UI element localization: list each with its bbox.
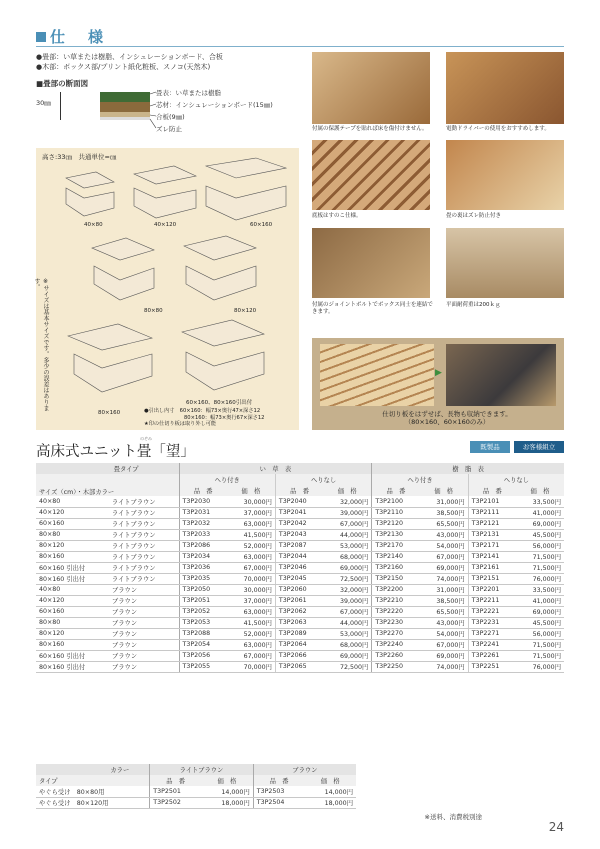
header-tatami-type: 畳タイプ <box>36 463 179 474</box>
table-cell: T3P2044 <box>275 551 323 562</box>
layer-label-0: 畳表：い草または樹脂 <box>156 89 221 97</box>
table-cell: 60×160 <box>36 606 109 617</box>
table-cell: 52,000円 <box>227 628 276 639</box>
table-cell: ブラウン <box>109 639 179 650</box>
table-cell: 41,500円 <box>227 529 276 540</box>
table-cell: 68,000円 <box>323 639 372 650</box>
table-cell: T3P2042 <box>275 518 323 529</box>
table-cell: T3P2161 <box>468 562 516 573</box>
table-cell: T3P2110 <box>372 507 420 518</box>
spec-bullets <box>36 52 223 72</box>
table-cell: T3P2131 <box>468 529 516 540</box>
table-cell: T3P2100 <box>372 496 420 507</box>
table-cell: T3P2141 <box>468 551 516 562</box>
table-cell: T3P2064 <box>275 639 323 650</box>
table-cell: T3P2032 <box>179 518 227 529</box>
table-row <box>36 617 564 628</box>
table-cell: T3P2066 <box>275 650 323 661</box>
table-cell: T3P2150 <box>372 573 420 584</box>
accessory-table <box>36 764 356 809</box>
header-hinban: 品 番 <box>275 485 323 496</box>
table-cell: 68,000円 <box>323 551 372 562</box>
spec-title <box>36 26 107 47</box>
table-cell: 67,000円 <box>323 518 372 529</box>
header-hinban: 品 番 <box>253 775 304 786</box>
table-row <box>36 496 564 507</box>
table-cell: 63,000円 <box>227 518 276 529</box>
header-jushi-heri-nashi: へりなし <box>468 474 564 485</box>
table-cell: T3P2240 <box>372 639 420 650</box>
table-cell: T3P2111 <box>468 507 516 518</box>
table-cell: 45,500円 <box>516 617 564 628</box>
header-hinban: 品 番 <box>150 775 201 786</box>
table-cell: 80×160 引出付 <box>36 661 109 672</box>
table-cell: 80×120 <box>36 628 109 639</box>
table-cell: ライトブラウン <box>109 496 179 507</box>
table-cell: 56,000円 <box>516 540 564 551</box>
arrow-right-icon: ▶ <box>435 368 442 378</box>
table-cell: 60×160 引出付 <box>36 650 109 661</box>
table-cell: T3P2211 <box>468 595 516 606</box>
table-cell: ライトブラウン <box>109 507 179 518</box>
table-row <box>36 661 564 672</box>
table-cell: T3P2046 <box>275 562 323 573</box>
table-cell: T3P2261 <box>468 650 516 661</box>
table-cell: 44,000円 <box>323 529 372 540</box>
bullet-wood: ●木部：ボックス部/プリント紙化粧板、スノコ(天然木) <box>36 63 211 71</box>
table-cell: 37,000円 <box>227 595 276 606</box>
table-cell: T3P2054 <box>179 639 227 650</box>
photo-protective-tape <box>312 52 430 124</box>
table-cell: T3P2501 <box>150 786 201 797</box>
table-row <box>36 573 564 584</box>
header-igusa: い 草 表 <box>179 463 372 474</box>
table-cell: T3P2031 <box>179 507 227 518</box>
header-type: タイプ <box>36 775 150 786</box>
table-cell: 18,000円 <box>201 797 253 808</box>
header-color: カラー <box>36 764 150 775</box>
table-row <box>36 606 564 617</box>
size-header: 高さ:33㎝ 共通単位=㎝ <box>42 153 117 161</box>
table-cell: ブラウン <box>109 628 179 639</box>
table-cell: 52,000円 <box>227 540 276 551</box>
table-cell: T3P2061 <box>275 595 323 606</box>
table-cell: T3P2033 <box>179 529 227 540</box>
product-ruby: のぞみ <box>140 436 152 441</box>
table-cell: 38,500円 <box>420 507 469 518</box>
table-cell: T3P2120 <box>372 518 420 529</box>
table-cell: T3P2087 <box>275 540 323 551</box>
header-light-brown: ライトブラウン <box>150 764 253 775</box>
table-cell: 45,500円 <box>516 529 564 540</box>
table-cell: 71,500円 <box>516 650 564 661</box>
table-cell: 80×80 <box>36 617 109 628</box>
header-kakaku: 価 格 <box>201 775 253 786</box>
header-hinban: 品 番 <box>179 485 227 496</box>
table-cell: T3P2034 <box>179 551 227 562</box>
table-row <box>36 595 564 606</box>
table-row <box>36 786 356 797</box>
table-row <box>36 518 564 529</box>
table-cell: ライトブラウン <box>109 551 179 562</box>
table-cell: 30,000円 <box>227 496 276 507</box>
table-cell: 56,000円 <box>516 628 564 639</box>
table-cell: 65,500円 <box>420 606 469 617</box>
table-cell: 41,500円 <box>227 617 276 628</box>
drawer-notes <box>144 408 264 428</box>
table-cell: ブラウン <box>109 606 179 617</box>
header-size: サイズ（cm）・木部カラー <box>36 474 179 496</box>
table-row <box>36 639 564 650</box>
table-cell: 41,000円 <box>516 595 564 606</box>
table-cell: T3P2201 <box>468 584 516 595</box>
table-cell: ブラウン <box>109 595 179 606</box>
table-cell: T3P2151 <box>468 573 516 584</box>
table-cell: 80×160 引出付 <box>36 573 109 584</box>
table-cell: 69,000円 <box>420 562 469 573</box>
table-row <box>36 650 564 661</box>
caption-5: 平面耐荷重は200ｋｇ <box>446 302 501 308</box>
table-cell: 31,000円 <box>420 584 469 595</box>
table-cell: T3P2503 <box>253 786 304 797</box>
header-igusa-heri-nashi: へりなし <box>275 474 371 485</box>
table-cell: T3P2035 <box>179 573 227 584</box>
table-cell: 43,000円 <box>420 529 469 540</box>
table-cell: T3P2140 <box>372 551 420 562</box>
header-kakaku: 価 格 <box>323 485 372 496</box>
table-cell: やぐら受け 80×80用 <box>36 786 150 797</box>
table-cell: 74,000円 <box>420 661 469 672</box>
table-cell: T3P2053 <box>179 617 227 628</box>
layer-label-1: 芯材：インシュレーションボード(15㎜) <box>156 101 273 109</box>
divider <box>36 46 564 47</box>
table-cell: T3P2200 <box>372 584 420 595</box>
table-cell: 31,000円 <box>420 496 469 507</box>
table-cell: T3P2045 <box>275 573 323 584</box>
photo-slatted-bottom <box>312 140 430 210</box>
table-row <box>36 628 564 639</box>
bullet-tatami: ●畳部：い草または樹脂、インシュレーションボード、合板 <box>36 53 223 61</box>
table-cell: 80×160 <box>36 551 109 562</box>
size-label-80x80: 80×80 <box>144 308 163 314</box>
table-row <box>36 562 564 573</box>
table-cell: T3P2270 <box>372 628 420 639</box>
table-cell: T3P2050 <box>179 584 227 595</box>
badge-customer-assembly: お客様組立 <box>514 441 564 453</box>
caption-3: 畳の裏はズレ防止付き <box>446 213 502 219</box>
table-cell: T3P2171 <box>468 540 516 551</box>
photo-long-storage-1 <box>320 344 434 406</box>
table-cell: 38,500円 <box>420 595 469 606</box>
layer-label-3: ズレ防止 <box>156 125 182 133</box>
table-cell: T3P2063 <box>275 617 323 628</box>
header-kakaku: 価 格 <box>227 485 276 496</box>
table-cell: 67,000円 <box>227 562 276 573</box>
table-cell: 44,000円 <box>323 617 372 628</box>
caption-0: 付属の保護テープを貼れば床を傷付けません。 <box>312 126 428 132</box>
table-cell: 72,500円 <box>323 573 372 584</box>
table-cell: 63,000円 <box>227 639 276 650</box>
table-cell: 71,500円 <box>516 639 564 650</box>
photo-electric-driver <box>446 52 564 124</box>
size-label-drawer: 60×160、80×160引出付 <box>186 400 253 406</box>
table-cell: 43,000円 <box>420 617 469 628</box>
caption-2: 底板はすのこ仕様。 <box>312 213 362 219</box>
table-cell: T3P2230 <box>372 617 420 628</box>
table-row <box>36 529 564 540</box>
table-cell: T3P2130 <box>372 529 420 540</box>
table-cell: T3P2030 <box>179 496 227 507</box>
table-cell: 76,000円 <box>516 573 564 584</box>
drawer-note-1: 80×160：幅73×奥行67×深さ12 <box>184 414 265 421</box>
header-igusa-heri-ari: へり付き <box>179 474 275 485</box>
table-cell: 74,000円 <box>420 573 469 584</box>
table-cell: T3P2036 <box>179 562 227 573</box>
table-cell: ライトブラウン <box>109 540 179 551</box>
spec-title-text: 仕 様 <box>50 28 108 46</box>
table-cell: 67,000円 <box>227 650 276 661</box>
table-cell: 69,000円 <box>323 650 372 661</box>
table-cell: 76,000円 <box>516 661 564 672</box>
table-cell: T3P2504 <box>253 797 304 808</box>
cross-section-diagram <box>36 88 306 144</box>
price-table <box>36 463 564 673</box>
table-cell: 40×80 <box>36 496 109 507</box>
header-brown: ブラウン <box>253 764 356 775</box>
table-cell: 69,000円 <box>516 518 564 529</box>
badge-ready-made: 既製品 <box>470 441 510 453</box>
table-cell: 60×160 引出付 <box>36 562 109 573</box>
table-cell: 69,000円 <box>323 562 372 573</box>
table-cell: 69,000円 <box>516 606 564 617</box>
table-cell: 80×80 <box>36 529 109 540</box>
header-kakaku: 価 格 <box>516 485 564 496</box>
table-cell: T3P2086 <box>179 540 227 551</box>
size-label-40x120: 40×120 <box>154 222 177 228</box>
layer-label-2: 合板(9㎜) <box>156 113 185 121</box>
table-cell: 69,000円 <box>420 650 469 661</box>
table-cell: ライトブラウン <box>109 562 179 573</box>
table-row <box>36 507 564 518</box>
page-number: 24 <box>548 820 564 834</box>
table-cell: T3P2089 <box>275 628 323 639</box>
table-cell: T3P2260 <box>372 650 420 661</box>
table-row <box>36 797 356 808</box>
table-cell: T3P2055 <box>179 661 227 672</box>
size-label-80x160: 80×160 <box>98 410 121 416</box>
table-row <box>36 540 564 551</box>
header-kakaku: 価 格 <box>305 775 357 786</box>
storage-caption <box>382 410 512 426</box>
table-cell: やぐら受け 80×120用 <box>36 797 150 808</box>
header-hinban: 品 番 <box>372 485 420 496</box>
table-cell: ブラウン <box>109 584 179 595</box>
table-cell: ライトブラウン <box>109 518 179 529</box>
table-cell: ブラウン <box>109 661 179 672</box>
table-cell: 63,000円 <box>227 606 276 617</box>
table-cell: 32,000円 <box>323 496 372 507</box>
table-cell: 53,000円 <box>323 540 372 551</box>
table-cell: 33,500円 <box>516 584 564 595</box>
size-side-note: ※サイズは基本サイズです。多少の誤差はあります。 <box>33 278 49 411</box>
table-cell: T3P2250 <box>372 661 420 672</box>
table-cell: ブラウン <box>109 650 179 661</box>
caption-1: 電動ドライバーの使用をおすすめします。 <box>446 126 550 132</box>
table-cell: 67,000円 <box>420 639 469 650</box>
table-cell: 39,000円 <box>323 595 372 606</box>
photo-joint-bolt <box>312 228 430 298</box>
table-cell: T3P2220 <box>372 606 420 617</box>
drawer-note-2: ★印の仕切り板は取り外し可能 <box>144 421 217 427</box>
table-cell: T3P2502 <box>150 797 201 808</box>
table-cell: 80×120 <box>36 540 109 551</box>
table-cell: 63,000円 <box>227 551 276 562</box>
cross-section-title: ■畳部の断面図 <box>36 79 89 88</box>
table-cell: T3P2160 <box>372 562 420 573</box>
table-cell: T3P2043 <box>275 529 323 540</box>
storage-photo-panel <box>312 338 564 430</box>
table-cell: ブラウン <box>109 617 179 628</box>
size-drawings <box>33 148 299 430</box>
table-cell: 40×80 <box>36 584 109 595</box>
header-jushi-heri-ari: へり付き <box>372 474 468 485</box>
table-cell: 40×120 <box>36 595 109 606</box>
table-cell: 37,000円 <box>227 507 276 518</box>
table-cell: 65,500円 <box>420 518 469 529</box>
table-cell: T3P2041 <box>275 507 323 518</box>
size-label-80x120: 80×120 <box>234 308 257 314</box>
table-cell: 39,000円 <box>323 507 372 518</box>
storage-caption-2: （80×160、60×160のみ） <box>404 418 490 426</box>
table-cell: 54,000円 <box>420 540 469 551</box>
size-diagram-panel <box>33 148 299 430</box>
table-cell: T3P2040 <box>275 496 323 507</box>
table-row <box>36 551 564 562</box>
table-cell: T3P2231 <box>468 617 516 628</box>
header-hinban: 品 番 <box>468 485 516 496</box>
table-cell: 30,000円 <box>227 584 276 595</box>
table-cell: T3P2065 <box>275 661 323 672</box>
table-cell: 80×160 <box>36 639 109 650</box>
table-cell: T3P2051 <box>179 595 227 606</box>
product-title: 高床式ユニット畳「望」 <box>36 444 195 460</box>
table-cell: T3P2210 <box>372 595 420 606</box>
table-cell: 67,000円 <box>420 551 469 562</box>
header-jushi: 樹 脂 表 <box>372 463 564 474</box>
table-cell: 54,000円 <box>420 628 469 639</box>
table-cell: T3P2241 <box>468 639 516 650</box>
table-cell: T3P2221 <box>468 606 516 617</box>
table-cell: 70,000円 <box>227 573 276 584</box>
photo-load-capacity <box>446 228 564 298</box>
table-cell: 40×120 <box>36 507 109 518</box>
table-cell: 32,000円 <box>323 584 372 595</box>
table-cell: 33,500円 <box>516 496 564 507</box>
table-cell: 71,500円 <box>516 551 564 562</box>
table-cell: 14,000円 <box>201 786 253 797</box>
table-cell: T3P2101 <box>468 496 516 507</box>
table-cell: 71,500円 <box>516 562 564 573</box>
table-cell: 41,000円 <box>516 507 564 518</box>
table-cell: T3P2121 <box>468 518 516 529</box>
table-cell: T3P2271 <box>468 628 516 639</box>
table-cell: 18,000円 <box>305 797 357 808</box>
table-cell: ライトブラウン <box>109 573 179 584</box>
table-cell: 72,500円 <box>323 661 372 672</box>
table-cell: T3P2060 <box>275 584 323 595</box>
size-label-60x160: 60×160 <box>250 222 273 228</box>
square-icon <box>36 32 46 42</box>
table-cell: 67,000円 <box>323 606 372 617</box>
table-cell: T3P2056 <box>179 650 227 661</box>
table-cell: T3P2052 <box>179 606 227 617</box>
table-cell: 14,000円 <box>305 786 357 797</box>
caption-4: 付属のジョイントボルトでボックス同士を連結できます。 <box>312 302 433 315</box>
table-cell: T3P2088 <box>179 628 227 639</box>
footnote: ※送料、消費税別途 <box>424 813 482 821</box>
thickness-label: 30㎜ <box>36 99 51 107</box>
table-cell: T3P2170 <box>372 540 420 551</box>
photo-long-storage-2 <box>446 344 556 406</box>
header-kakaku: 価 格 <box>420 485 469 496</box>
table-cell: 60×160 <box>36 518 109 529</box>
table-cell: T3P2251 <box>468 661 516 672</box>
table-row <box>36 584 564 595</box>
photo-antislip-back <box>446 140 564 210</box>
drawer-note-0: ●引出し内寸 60×160：幅73×奥行47×深さ12 <box>144 408 261 414</box>
storage-caption-1: 仕切り板をはずせば、長物も収納できます。 <box>382 410 512 418</box>
size-label-40x80: 40×80 <box>84 222 103 228</box>
table-cell: ライトブラウン <box>109 529 179 540</box>
table-cell: T3P2062 <box>275 606 323 617</box>
table-cell: 53,000円 <box>323 628 372 639</box>
table-cell: 70,000円 <box>227 661 276 672</box>
